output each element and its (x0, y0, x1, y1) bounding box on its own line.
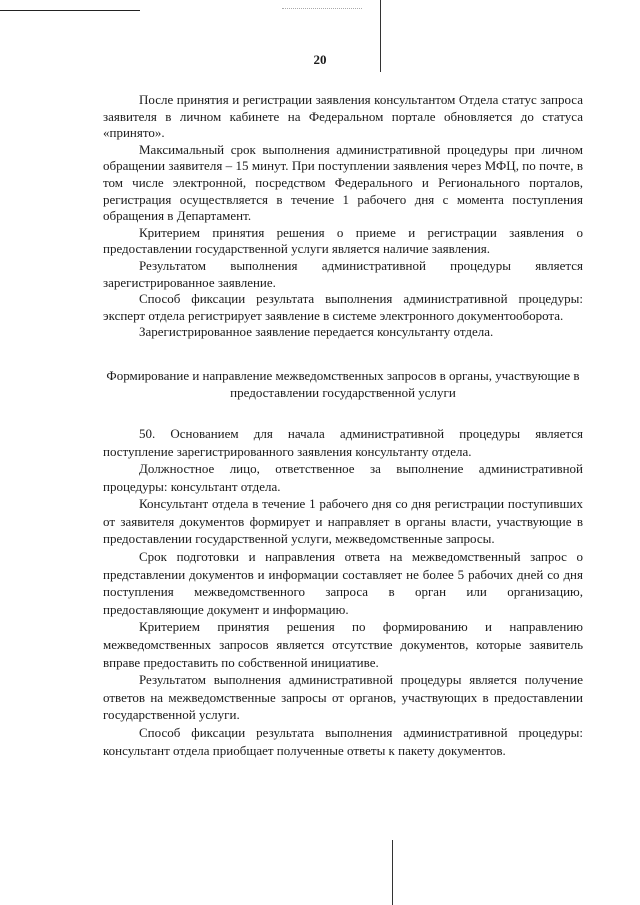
page-number: 20 (313, 52, 327, 67)
paragraph: 50. Основанием для начала административной процедуры является поступление зарегистрированного заявления консультанту отдела. (103, 425, 583, 459)
scan-artifact-specks (282, 8, 362, 17)
paragraph: Критерием принятия решения по формированию и направлению межведомственных запросов является отсутствие документов, которые заявитель вправе предоставить по собственной инициативе. (103, 619, 583, 670)
paragraph: Максимальный срок выполнения административной процедуры при личном обращении заявителя – 15 минут. При поступлении заявления через МФЦ, по почте, в том числе электронной, посредством Федерального и Регионального порталов, регистрация осуществляется в течение 1 рабочего дня с момента поступления обращения в Департамент. (103, 141, 583, 224)
paragraph: Результатом выполнения административной процедуры является зарегистрированное заявление. (103, 257, 583, 290)
section-heading: Формирование и направление межведомственных запросов в органы, участвующие в предоставлении государственной услуги (106, 367, 580, 400)
paragraph: Результатом выполнения административной процедуры является получение ответов на межведомственные запросы от органов, участвующих в предоставлении государственной услуги. (103, 672, 583, 723)
paragraph: Критерием принятия решения о приеме и регистрации заявления о предоставлении государственной услуги является наличие заявления. (103, 224, 583, 257)
paragraph: Консультант отдела в течение 1 рабочего дня со дня регистрации поступивших от заявителя документов формирует и направляет в органы власти, участвующие в предоставлении государственной услуги, межведомственные запросы. (103, 496, 583, 547)
paragraph: После принятия и регистрации заявления консультантом Отдела статус запроса заявителя в личном кабинете на Федеральном портале обновляется до статуса «принято». (103, 92, 583, 141)
paragraph: Срок подготовки и направления ответа на межведомственный запрос о представлении документов и информации составляет не более 5 рабочих дней со дня поступления межведомственного запроса в орган или организацию, предоставляющие документ и информацию. (103, 549, 583, 617)
scan-artifact-vertical-line (392, 840, 393, 905)
scan-artifact-line (0, 10, 140, 11)
document-body (103, 92, 583, 759)
paragraph: Способ фиксации результата выполнения административной процедуры: эксперт отдела регистрирует заявление в системе электронного документооборота. (103, 291, 583, 323)
paragraph: Должностное лицо, ответственное за выполнение административной процедуры: консультант отдела. (103, 461, 583, 494)
paragraph: Способ фиксации результата выполнения административной процедуры: консультант отдела приобщает полученные ответы к пакету документов. (103, 725, 583, 758)
paragraph: Зарегистрированное заявление передается консультанту отдела. (139, 324, 494, 340)
